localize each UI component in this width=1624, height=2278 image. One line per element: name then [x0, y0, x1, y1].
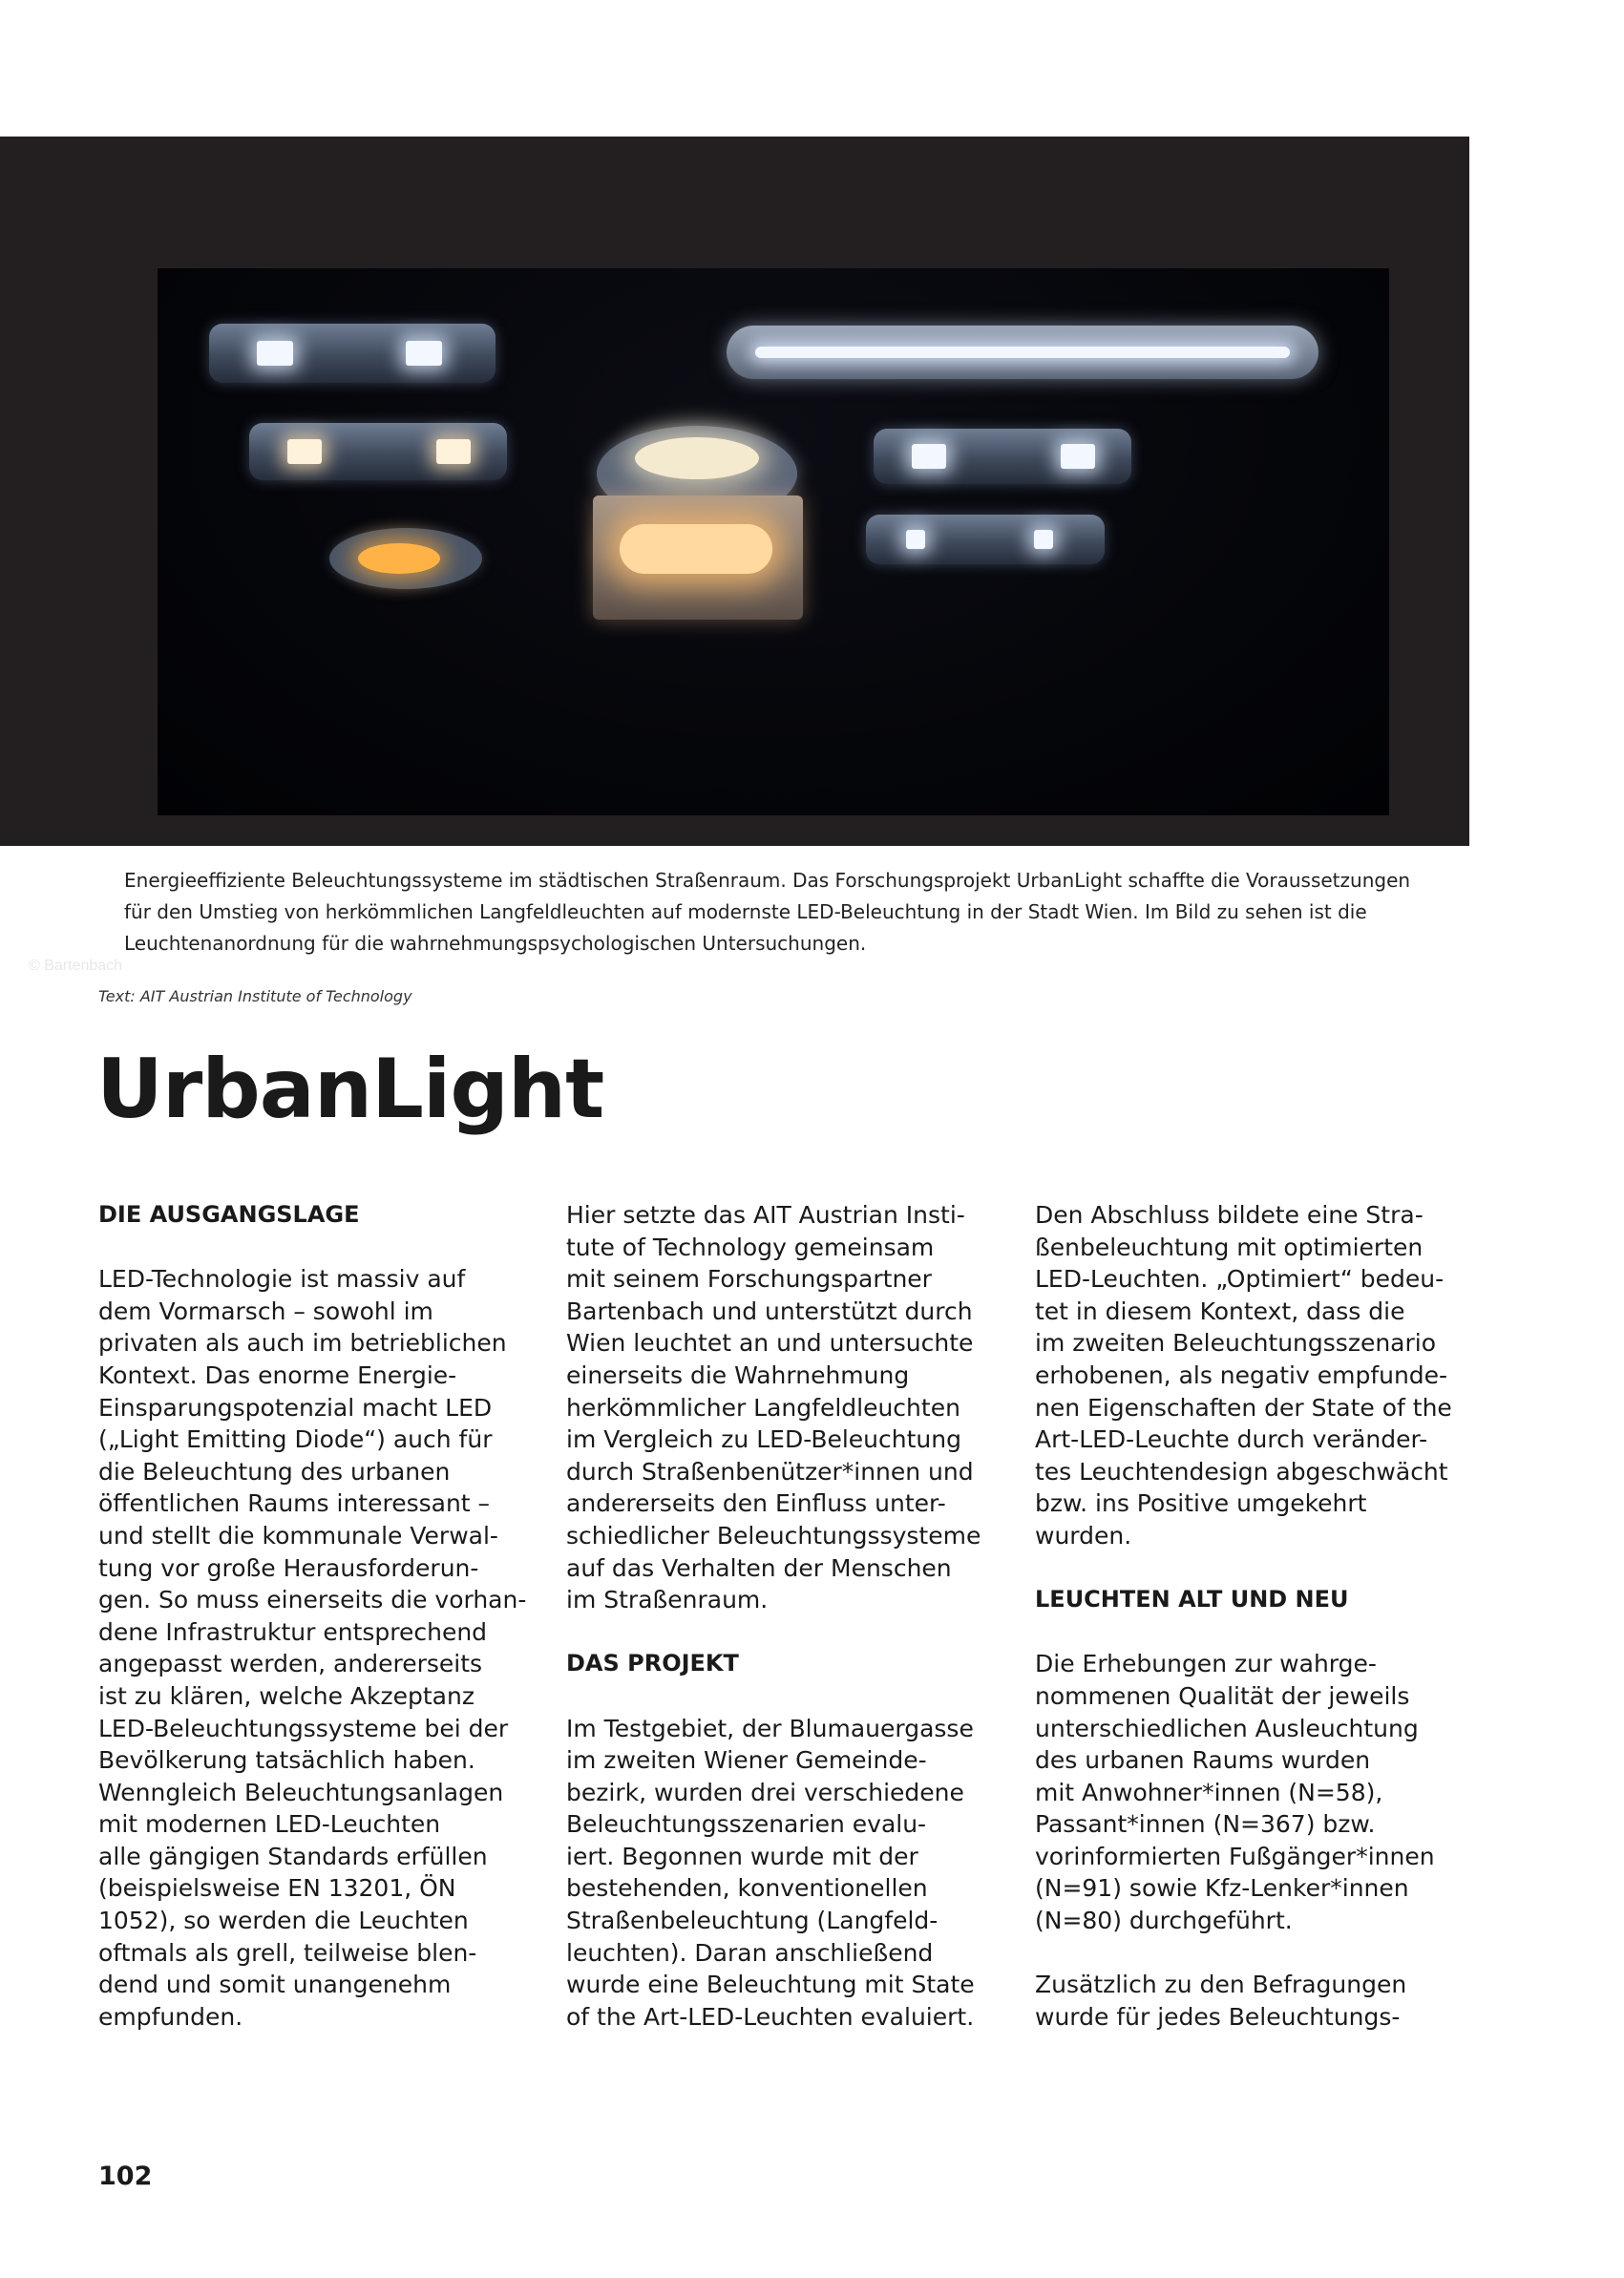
text-line: leuchten). Daran anschließend — [566, 1938, 934, 1967]
text-line: Bartenbach und unterstützt durch — [566, 1297, 973, 1325]
text-line: wurde für jedes Beleuchtungs- — [1035, 2002, 1401, 2031]
article-title: UrbanLight — [96, 1042, 604, 1137]
caption-line: Energieeffiziente Beleuchtungssysteme im städtischen Straßenraum. Das Forschungsprojekt UrbanLight schaffte die Voraussetzungen — [124, 869, 1411, 892]
text-line: Die Erhebungen zur wahrge- — [1035, 1650, 1377, 1678]
text-line: auf das Verhalten der Menschen — [566, 1553, 952, 1582]
led-disc — [635, 437, 759, 479]
text-line: bezirk, wurden drei verschiedene — [566, 1778, 964, 1806]
text-line: of the Art-LED-Leuchten evaluiert. — [566, 2002, 975, 2031]
text-line: Hier setzte das AIT Austrian Insti- — [566, 1201, 965, 1229]
text-line: (N=80) durchgeführt. — [1035, 1907, 1293, 1935]
led-panel — [249, 423, 507, 480]
text-line: im zweiten Wiener Gemeinde- — [566, 1746, 927, 1775]
text-line: Einsparungspotenzial macht LED — [98, 1393, 493, 1422]
warm-light — [620, 524, 772, 574]
text-line: andererseits den Einfluss unter- — [566, 1489, 946, 1518]
text-line: LED-Beleuchtungssysteme bei der — [98, 1714, 509, 1742]
text-line: herkömmlicher Langfeldleuchten — [566, 1393, 960, 1422]
text-line: bzw. ins Positive umgekehrt — [1035, 1489, 1367, 1518]
led-panel — [866, 515, 1105, 564]
text-line: Art-LED-Leuchte durch veränder- — [1035, 1425, 1428, 1454]
text-column-1 — [98, 1199, 528, 2033]
led-module — [257, 341, 293, 366]
led-module — [1034, 530, 1053, 549]
led-module — [912, 444, 946, 469]
text-line: erhobenen, als negativ empfunde- — [1035, 1360, 1448, 1389]
text-line: ist zu klären, welche Akzeptanz — [98, 1681, 475, 1710]
text-line: LED-Leuchten. „Optimiert“ bedeu- — [1035, 1265, 1445, 1294]
text-line: wurde eine Beleuchtung mit State — [566, 1971, 975, 1999]
text-line: schiedlicher Beleuchtungssysteme — [566, 1521, 981, 1550]
text-line: im Straßenraum. — [566, 1586, 769, 1614]
text-line: mit Anwohner*innen (N=58), — [1035, 1778, 1383, 1806]
text-line: dend und somit unangenehm — [98, 1971, 452, 1999]
text-line: öffentlichen Raums interessant – — [98, 1489, 491, 1518]
oval-luminaire — [329, 528, 482, 589]
text-line: Kontext. Das enorme Energie- — [98, 1360, 457, 1389]
text-line: Beleuchtungsszenarien evalu- — [566, 1810, 927, 1839]
text-line: unterschiedlichen Ausleuchtung — [1035, 1714, 1419, 1742]
text-line: privaten als auch im betrieblichen — [98, 1329, 507, 1358]
text-line: gen. So muss einerseits die vorhan- — [98, 1586, 527, 1614]
text-column-3 — [1035, 1199, 1465, 2033]
led-module — [287, 439, 322, 464]
text-line: ßenbeleuchtung mit optimierten — [1035, 1233, 1424, 1261]
text-line: („Light Emitting Diode“) auch für — [98, 1425, 493, 1454]
luminaire-arrangement-image — [158, 268, 1389, 815]
box-luminaire — [593, 496, 803, 620]
text-line: Wenngleich Beleuchtungsanlagen — [98, 1778, 504, 1806]
section-heading: DIE AUSGANGSLAGE — [98, 1201, 360, 1228]
caption-line: Leuchtenanordnung für die wahrnehmungspsychologischen Untersuchungen. — [124, 932, 867, 955]
text-line: angepasst werden, andererseits — [98, 1650, 483, 1678]
caption-line: für den Umstieg von herkömmlichen Langfeldleuchten auf modernste LED-Beleuchtung in der Stadt Wien. Im Bild zu sehen ist die — [124, 900, 1367, 923]
text-line: Straßenbeleuchtung (Langfeld- — [566, 1907, 939, 1935]
led-panel — [874, 429, 1131, 484]
byline: Text: AIT Austrian Institute of Technology — [98, 987, 412, 1005]
text-line: tung vor große Herausforderun- — [98, 1553, 479, 1582]
text-line: im zweiten Beleuchtungsszenario — [1035, 1329, 1437, 1358]
led-module — [1061, 444, 1095, 469]
text-line: Im Testgebiet, der Blumauergasse — [566, 1714, 974, 1742]
text-line: LED-Technologie ist massiv auf — [98, 1265, 466, 1294]
text-line: und stellt die kommunale Verwal- — [98, 1521, 498, 1550]
text-line: iert. Begonnen wurde mit der — [566, 1842, 918, 1870]
text-line: wurden. — [1035, 1521, 1132, 1550]
text-line: tes Leuchtendesign abgeschwächt — [1035, 1457, 1448, 1486]
text-line: durch Straßenbenützer*innen und — [566, 1457, 974, 1486]
text-line: Bevölkerung tatsächlich haben. — [98, 1746, 475, 1775]
text-line: bestehenden, konventionellen — [566, 1874, 928, 1903]
led-module — [906, 530, 925, 549]
text-line: vorinformierten Fußgänger*innen — [1035, 1842, 1435, 1870]
text-line: die Beleuchtung des urbanen — [98, 1457, 451, 1486]
text-line: Wien leuchtet an und untersuchte — [566, 1329, 974, 1358]
text-line: nommenen Qualität der jeweils — [1035, 1681, 1410, 1710]
section-heading: DAS PROJEKT — [566, 1650, 739, 1677]
fluorescent-tube — [755, 347, 1290, 358]
led-module — [406, 341, 442, 366]
text-line: im Vergleich zu LED-Beleuchtung — [566, 1425, 961, 1454]
text-line: einerseits die Wahrnehmung — [566, 1360, 910, 1389]
text-line: 1052), so werden die Leuchten — [98, 1907, 469, 1935]
fluorescent-tube-luminaire — [727, 326, 1318, 379]
text-line: mit modernen LED-Leuchten — [98, 1810, 441, 1839]
sodium-lamp — [358, 543, 440, 574]
photo-credit: © Bartenbach — [29, 958, 123, 974]
text-line: dem Vormarsch – sowohl im — [98, 1297, 433, 1325]
text-line: des urbanen Raums wurden — [1035, 1746, 1371, 1775]
text-line: (beispielsweise EN 13201, ÖN — [98, 1874, 456, 1903]
text-line: tet in diesem Kontext, dass die — [1035, 1297, 1405, 1325]
text-line: Zusätzlich zu den Befragungen — [1035, 1971, 1407, 1999]
text-line: nen Eigenschaften der State of the — [1035, 1393, 1452, 1422]
text-line: tute of Technology gemeinsam — [566, 1233, 935, 1261]
text-line: alle gängigen Standards erfüllen — [98, 1842, 488, 1870]
text-column-2 — [566, 1199, 996, 2033]
page-number: 102 — [98, 2162, 153, 2191]
text-line: Passant*innen (N=367) bzw. — [1035, 1810, 1376, 1839]
text-line: mit seinem Forschungspartner — [566, 1265, 932, 1294]
text-line: Den Abschluss bildete eine Stra- — [1035, 1201, 1424, 1229]
led-panel — [209, 324, 496, 383]
photo-caption — [124, 865, 1461, 960]
section-heading: LEUCHTEN ALT UND NEU — [1035, 1586, 1349, 1614]
text-line: dene Infrastruktur entsprechend — [98, 1617, 488, 1646]
led-module — [436, 439, 471, 464]
text-line: empfunden. — [98, 2002, 243, 2031]
text-line: oftmals als grell, teilweise blen- — [98, 1938, 477, 1967]
text-line: (N=91) sowie Kfz-Lenker*innen — [1035, 1874, 1409, 1903]
